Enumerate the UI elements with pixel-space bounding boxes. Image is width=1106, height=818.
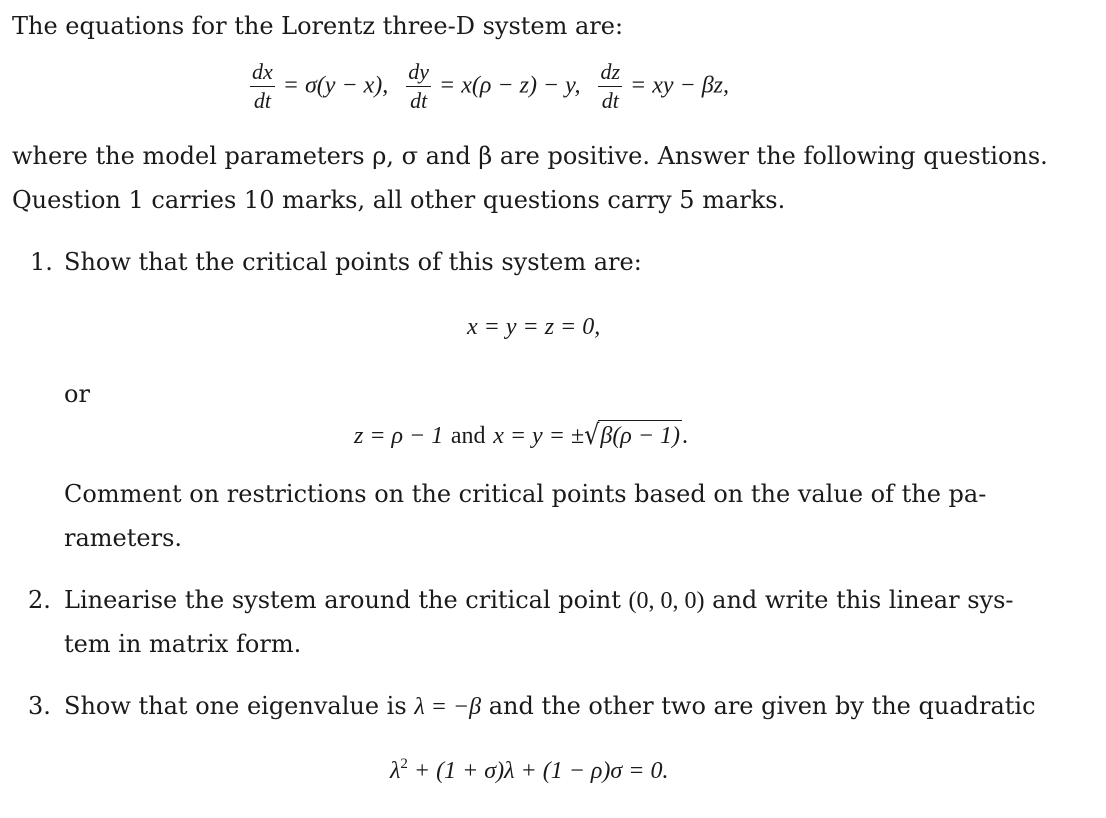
- critical-point-nontrivial: [354, 420, 688, 450]
- question-3-line1: [64, 692, 1036, 721]
- fraction-dz-dt: [598, 60, 622, 112]
- point2-and: and: [450, 423, 486, 449]
- fraction-numerator: dy: [408, 59, 430, 84]
- critical-point-origin: x = y = z = 0,: [467, 314, 601, 340]
- question-1-text: Show that the critical points of this system are:: [64, 248, 642, 276]
- question-1-comment-line2: rameters.: [64, 524, 183, 552]
- q2-text-b: and write this linear sys-: [712, 586, 1014, 614]
- point2-end: .: [682, 423, 689, 449]
- quad-lambda: λ: [390, 758, 401, 784]
- lorentz-equations: [248, 60, 729, 112]
- question-2-number: 2.: [28, 586, 51, 614]
- quadratic-equation: [390, 756, 668, 785]
- fraction-numerator: dz: [600, 59, 621, 84]
- question-3-number: 3.: [28, 692, 51, 720]
- fraction-denominator: dt: [410, 88, 428, 114]
- equation-rhs: = xy − βz,: [630, 72, 730, 99]
- fraction-dx-dt: [250, 60, 275, 112]
- intro-text: The equations for the Lorentz three-D system are:: [12, 12, 624, 40]
- q2-critical-point: (0, 0, 0): [628, 588, 705, 614]
- question-1-number: 1.: [30, 248, 53, 276]
- point2-mid: x = y = ±: [493, 423, 585, 449]
- fraction-denominator: dt: [601, 88, 619, 114]
- fraction-numerator: dx: [252, 59, 273, 84]
- square-root: √β(ρ − 1): [584, 418, 681, 452]
- q3-text-a: Show that one eigenvalue is: [64, 692, 407, 720]
- or-text: or: [64, 380, 90, 408]
- question-2-line1: [64, 586, 1014, 615]
- question-2-line2: tem in matrix form.: [64, 630, 302, 658]
- q2-text-a: Linearise the system around the critical point: [64, 586, 621, 614]
- question-1-comment-line1: Comment on restrictions on the critical points based on the value of the pa-: [64, 480, 987, 508]
- equation-rhs: = x(ρ − z) − y,: [439, 72, 581, 99]
- fraction-denominator: dt: [253, 88, 271, 114]
- point2-radicand: β(ρ − 1): [598, 420, 682, 450]
- equation-rhs: = σ(y − x),: [282, 72, 389, 99]
- fraction-dy-dt: [406, 60, 431, 112]
- quad-rest: + (1 + σ)λ + (1 − ρ)σ = 0.: [407, 758, 669, 784]
- point2-lhs: z = ρ − 1: [354, 423, 444, 449]
- marks-text: Question 1 carries 10 marks, all other questions carry 5 marks.: [12, 186, 786, 214]
- parameters-text: where the model parameters ρ, σ and β are positive. Answer the following questions.: [12, 142, 1048, 170]
- quad-exponent: 2: [400, 756, 408, 772]
- q3-eigenvalue: λ = −β: [414, 694, 482, 720]
- q3-text-b: and the other two are given by the quadratic: [488, 692, 1036, 720]
